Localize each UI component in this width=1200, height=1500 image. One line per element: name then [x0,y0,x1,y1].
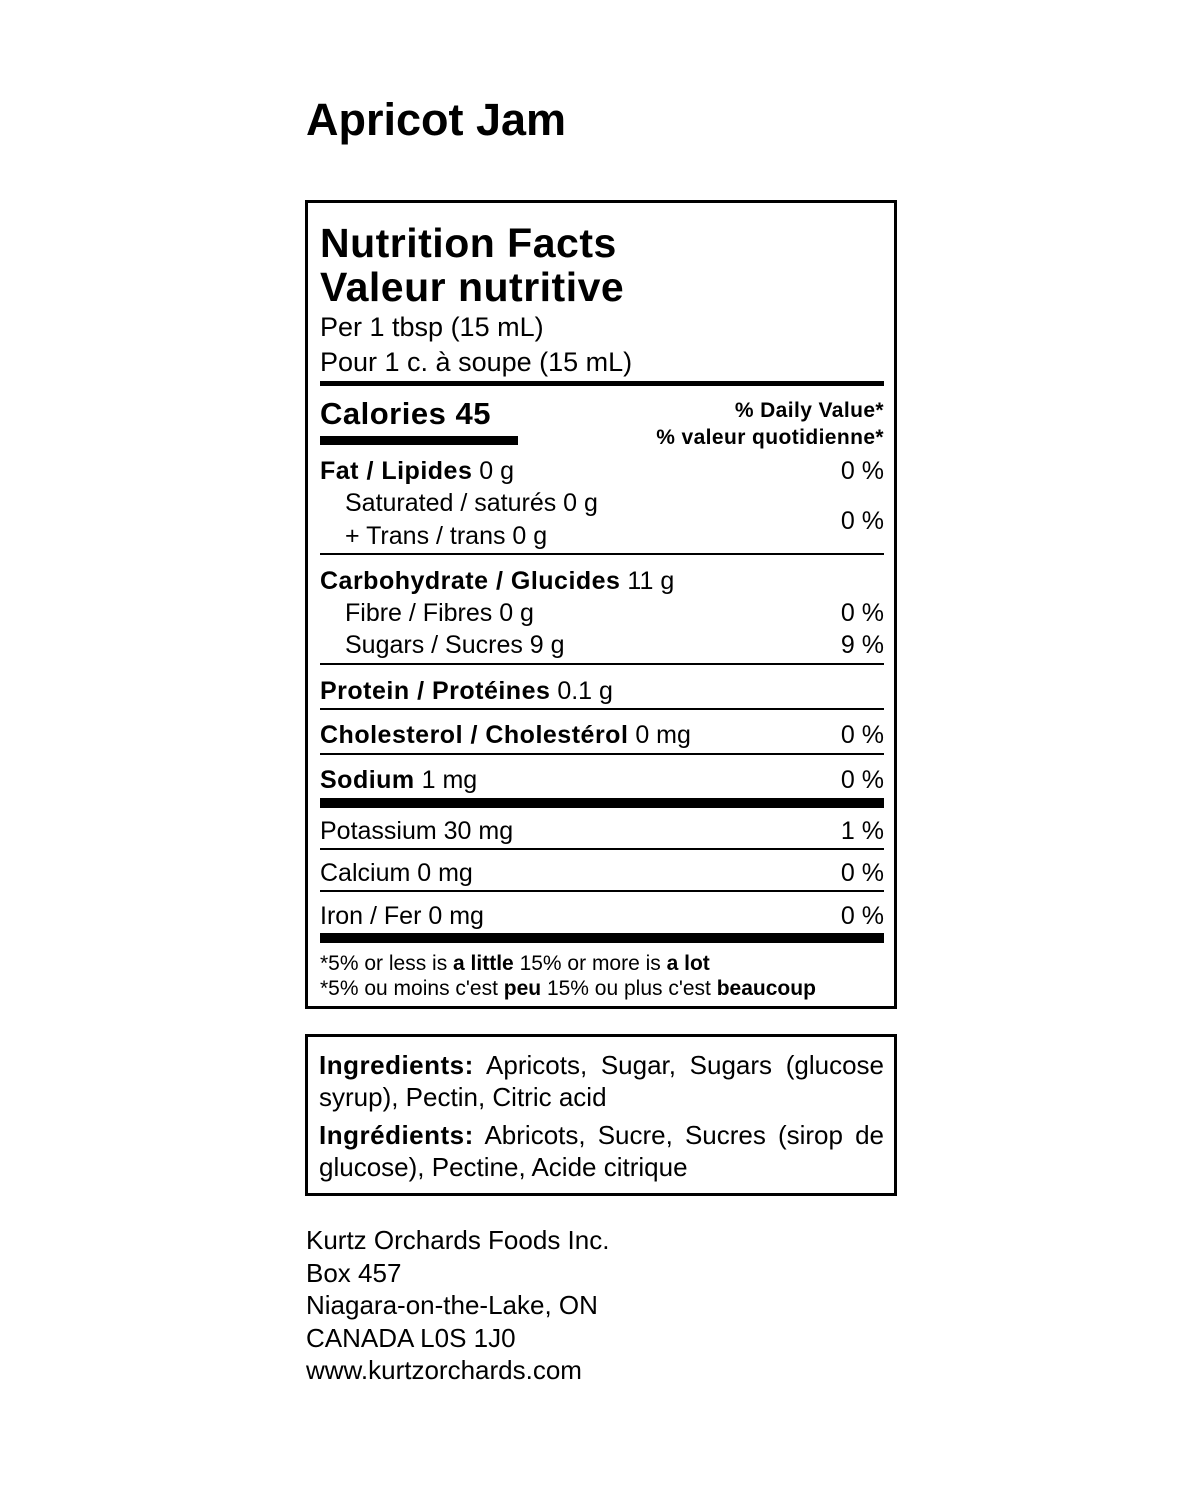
calcium-dv: 0 % [840,859,884,887]
sugars-label: Sugars / Sucres 9 g [345,631,565,659]
daily-value-en: % Daily Value* [734,399,884,422]
protein-label: Protein / Protéines [320,677,551,705]
trans-label: + Trans / trans 0 g [345,522,548,550]
ingredients-box [305,1034,897,1196]
cholesterol-dv: 0 % [840,721,884,749]
manufacturer-website: www.kurtzorchards.com [306,1355,582,1386]
calcium-label: Calcium 0 mg [320,859,473,887]
footnote-fr-part: *5% ou moins c'est [320,977,504,1000]
divider [320,708,884,710]
daily-value-header [656,397,884,451]
sodium-amount: 1 mg [414,766,478,794]
serving-size-en: Per 1 tbsp (15 mL) [320,312,544,342]
footnote-en-little: a little [453,952,514,975]
ingredients-fr [319,1119,884,1183]
saturated-label: Saturated / saturés 0 g [345,489,598,517]
footnote-fr-beaucoup: beaucoup [716,977,816,1000]
ingredients-fr-label: Ingrédients: [319,1120,474,1150]
manufacturer-box: Box 457 [306,1257,402,1288]
calories: Calories 45 [320,396,491,431]
potassium-dv: 1 % [840,817,884,845]
divider [320,381,884,386]
carbohydrate-amount: 11 g [620,567,675,595]
divider [320,663,884,665]
serving-size-fr: Pour 1 c. à soupe (15 mL) [320,347,633,377]
ingredients-fr-text: Abricots, Sucre, Sucres (sirop de glucose), Pectine, Acide citrique [319,1120,884,1182]
manufacturer-country: CANADA L0S 1J0 [306,1322,516,1353]
iron-dv: 0 % [840,902,884,930]
valeur-nutritive-heading: Valeur nutritive [320,264,625,310]
manufacturer-address [306,1224,609,1387]
sat-trans-dv: 0 % [840,507,884,535]
fat-label: Fat / Lipides [320,457,473,485]
product-title: Apricot Jam [306,94,567,145]
nutrition-facts-heading: Nutrition Facts [320,220,617,266]
cholesterol-amount: 0 mg [628,721,691,749]
manufacturer-city: Niagara-on-the-Lake, ON [306,1290,598,1321]
footnote-en [320,951,710,976]
footnote-fr-peu: peu [503,977,542,1000]
fibre-label: Fibre / Fibres 0 g [345,599,534,627]
daily-value-fr: % valeur quotidienne* [656,426,884,449]
calories-underline [320,436,518,445]
potassium-label: Potassium 30 mg [320,817,514,845]
thick-divider [320,798,884,808]
fat-amount: 0 g [472,457,515,485]
manufacturer-name: Kurtz Orchards Foods Inc. [306,1225,610,1255]
ingredients-en-label: Ingredients: [319,1050,474,1080]
sugars-dv: 9 % [840,631,884,659]
sodium-label: Sodium [320,766,415,794]
nutrition-facts-table [305,200,897,1009]
iron-label: Iron / Fer 0 mg [320,902,484,930]
divider [320,890,884,892]
footnote-fr [320,976,816,1001]
ingredients-en [319,1049,884,1113]
footnote-fr-part: 15% ou plus c'est [541,977,717,1000]
protein-amount: 0.1 g [550,677,613,705]
footnote-en-part: 15% or more is [513,952,667,975]
sodium-dv: 0 % [840,766,884,794]
footnote-en-lot: a lot [666,952,710,975]
carbohydrate-label: Carbohydrate / Glucides [320,567,621,595]
divider [320,753,884,755]
ingredients-en-text: Apricots, Sugar, Sugars (glucose syrup), Pectin, Citric acid [319,1050,884,1112]
fat-dv: 0 % [840,457,884,485]
fibre-dv: 0 % [840,599,884,627]
divider [320,848,884,850]
divider [320,553,884,555]
footnote-en-part: *5% or less is [320,952,454,975]
cholesterol-label: Cholesterol / Cholestérol [320,721,629,749]
thick-divider [320,933,884,943]
